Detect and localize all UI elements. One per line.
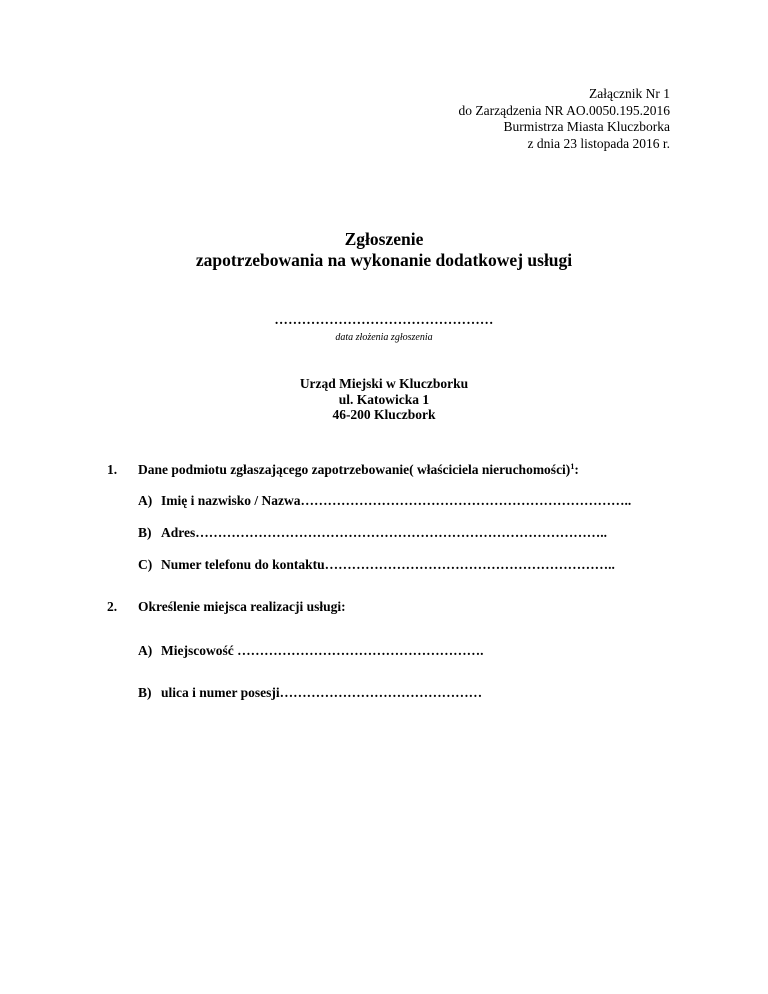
field-locality-letter: A) [138,643,153,658]
field-name-input[interactable]: ……………………………………………………………….. [300,493,632,508]
field-locality-input[interactable]: ………………………………………………. [237,643,484,658]
title-line-1: Zgłoszenie [344,229,424,249]
submission-date-block [0,313,768,344]
field-address-label: Adres [161,525,196,540]
office-name: Urząd Miejski w Kluczborku [299,376,469,391]
field-name-label: Imię i nazwisko / Nazwa [161,493,301,508]
field-phone [138,557,615,573]
field-phone-letter: C) [138,557,153,572]
document-title [0,229,768,271]
field-locality-label: Miejscowość [161,643,238,658]
field-phone-label: Numer telefonu do kontaktu [161,557,325,572]
section-1-title: Dane podmiotu zgłaszającego zapotrzebowanie( właściciela nieruchomości) [138,462,571,477]
annex-date: z dnia 23 listopada 2016 r. [527,135,670,151]
section-2-heading [107,599,346,615]
footnote-marker: 1 [570,462,575,471]
office-street: ul. Katowicka 1 [338,391,430,407]
field-street-label: ulica i numer posesji [161,685,280,700]
field-address-input[interactable]: ……………………………………………………………………………….. [195,525,608,540]
field-street-input[interactable]: ……………………………………… [279,685,483,700]
title-line-2: zapotrzebowania na wykonanie dodatkowej usługi [195,250,573,270]
field-name-letter: A) [138,493,153,508]
field-phone-input[interactable]: ……………………………………………………….. [324,557,615,572]
section-1-heading [107,462,579,478]
annex-regulation: do Zarządzenia NR AO.0050.195.2016 [458,102,670,118]
section-1-number: 1. [107,462,118,477]
office-address [0,376,768,423]
field-street [138,685,482,701]
annex-number: Załącznik Nr 1 [589,86,670,101]
office-city: 46-200 Kluczbork [332,407,436,422]
annex-header [459,86,670,152]
field-street-letter: B) [138,685,152,700]
field-name [138,493,631,509]
section-2-number: 2. [107,599,118,614]
field-address-letter: B) [138,525,152,540]
submission-date-caption: data złożenia zgłoszenia [335,332,433,343]
annex-authority: Burmistrza Miasta Kluczborka [503,119,670,134]
field-locality [138,643,483,659]
section-1-colon: : [574,462,579,477]
field-address [138,525,607,541]
section-2-title: Określenie miejsca realizacji usługi: [138,599,346,614]
submission-date-field[interactable]: ………………………………………… [274,312,494,327]
